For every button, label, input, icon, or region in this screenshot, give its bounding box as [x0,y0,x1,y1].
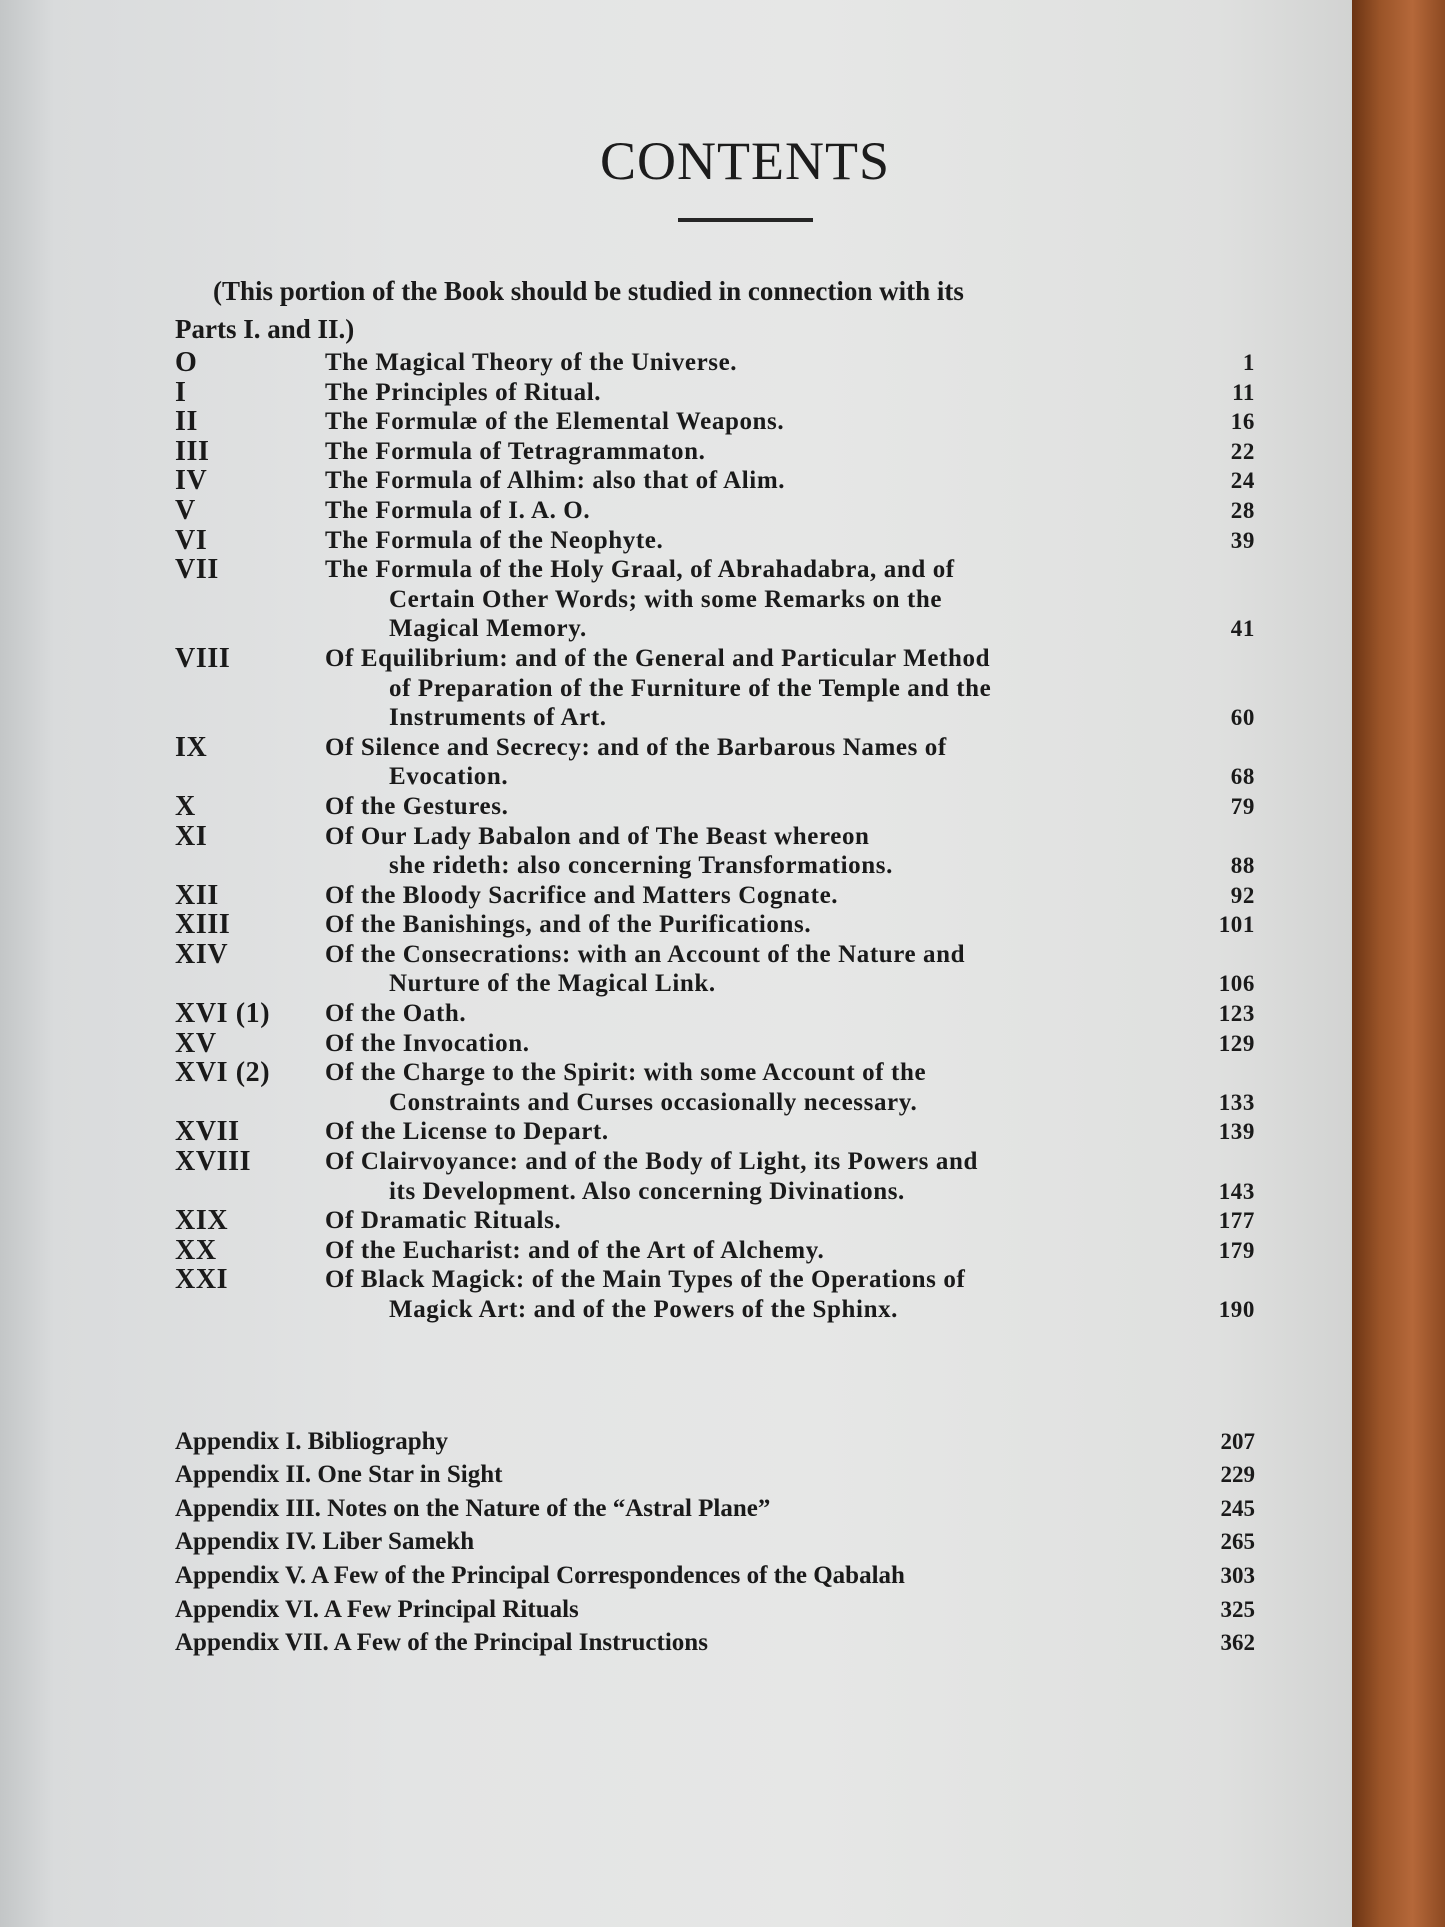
chapter-title-line: The Magical Theory of the Universe. [325,349,738,376]
chapter-number: XXI [175,1264,229,1296]
chapter-number: V [175,494,196,526]
chapter-title-line: Of the Bloody Sacrifice and Matters Cognate. [325,881,839,909]
chapter-title [325,733,1105,792]
chapter-title [325,1147,1105,1206]
chapter-title [325,881,1105,911]
title-rule [678,218,813,222]
table-surface [1352,0,1445,1927]
chapter-title-line: Of Clairvoyance: and of the Body of Light, its Powers and [325,1148,978,1176]
chapter-page-number: 133 [1218,1089,1255,1115]
chapter-page-number: 129 [1218,1030,1255,1056]
chapter-row [175,526,1255,556]
chapter-row [175,555,1255,644]
chapter-row [175,1265,1255,1324]
chapter-page-number: 139 [1218,1119,1255,1145]
chapter-title-line: The Formula of the Holy Graal, of Abrahadabra, and of [325,556,955,584]
chapter-row [175,881,1255,911]
chapter-row [175,378,1255,408]
chapter-page-number: 179 [1218,1237,1255,1263]
appendix-title: Appendix I. Bibliography [175,1427,449,1455]
appendix-title: Appendix VI. A Few Principal Rituals [175,1595,579,1623]
appendix-row [175,1626,1255,1660]
chapter-title-line: Of the Banishings, and of the Purifications. [325,911,812,939]
chapter-row [175,644,1255,733]
chapter-number: XI [175,820,208,852]
chapter-row [175,822,1255,881]
chapter-title [325,437,1105,467]
chapter-title-line: its Development. Also concerning Divinations. [389,1177,905,1205]
appendix-title: Appendix IV. Liber Samekh [175,1528,475,1556]
chapter-row [175,348,1255,378]
chapter-title-line: Of the License to Depart. [325,1118,609,1146]
chapter-number: IX [175,731,208,763]
chapter-title [325,348,1105,378]
chapter-number: XVIII [175,1146,252,1178]
chapter-list [175,348,1255,1325]
chapter-title [325,1206,1105,1236]
chapter-title-line: The Formula of Tetragrammaton. [325,437,706,465]
chapter-number: IV [175,465,208,497]
chapter-number: XVI (2) [175,1057,271,1089]
appendix-list [175,1425,1255,1660]
chapter-title-line: Certain Other Words; with some Remarks on the [389,585,943,613]
appendix-title: Appendix II. One Star in Sight [175,1461,503,1489]
chapter-number: VIII [175,642,231,674]
chapter-row [175,466,1255,496]
chapter-title [325,792,1105,822]
chapter-page-number: 1 [1242,350,1255,375]
chapter-page-number: 79 [1230,793,1255,819]
chapter-page-number: 123 [1218,1001,1255,1027]
chapter-title-line: Of the Eucharist: and of the Art of Alchemy. [325,1236,825,1264]
intro-line-1: (This portion of the Book should be studied in connection with its [213,276,964,306]
chapter-row [175,1147,1255,1206]
chapter-title-line: Of Equilibrium: and of the General and Particular Method [325,644,991,672]
chapter-row [175,1236,1255,1266]
chapter-title-line: The Formula of I. A. O. [325,496,591,524]
chapter-title [325,1265,1105,1324]
chapter-row [175,1029,1255,1059]
chapter-number: X [175,790,196,822]
intro-note [175,272,1095,348]
chapter-number: I [175,376,187,408]
chapter-number: XVI (1) [175,998,271,1030]
appendix-title: Appendix V. A Few of the Principal Correspondences of the Qabalah [175,1561,905,1589]
chapter-title [325,644,1105,733]
chapter-number: XVII [175,1116,240,1148]
chapter-title-line: Magick Art: and of the Powers of the Sphinx. [389,1296,899,1323]
chapter-page-number: 190 [1218,1297,1255,1322]
appendix-row [175,1559,1255,1593]
chapter-number: VI [175,524,208,556]
chapter-title-line: The Formulæ of the Elemental Weapons. [325,408,785,436]
chapter-title [325,407,1105,437]
appendix-title: Appendix III. Notes on the Nature of the “Astral Plane” [175,1494,771,1522]
appendix-title: Appendix VII. A Few of the Principal Instructions [175,1629,708,1657]
chapter-title-line: Of the Consecrations: with an Account of the Nature and [325,940,966,968]
chapter-title-line: Of Our Lady Babalon and of The Beast whereon [325,822,870,850]
chapter-row [175,1117,1255,1147]
chapter-page-number: 16 [1230,409,1255,435]
appendix-row [175,1525,1255,1559]
chapter-title [325,910,1105,940]
appendix-page-number: 325 [1220,1596,1255,1622]
chapter-title-line: Of the Invocation. [325,1029,530,1057]
chapter-title [325,496,1105,526]
chapter-title [325,1029,1105,1059]
chapter-title-line: The Principles of Ritual. [325,378,602,406]
intro-line-2: Parts I. and II.) [175,314,355,344]
appendix-page-number: 362 [1220,1630,1255,1656]
chapter-number: II [175,406,198,438]
chapter-title-line: Of the Charge to the Spirit: with some Account of the [325,1059,927,1087]
appendix-page-number: 207 [1220,1428,1255,1454]
chapter-page-number: 88 [1230,853,1255,879]
chapter-number: XII [175,879,219,911]
appendix-row [175,1458,1255,1492]
appendix-page-number: 229 [1220,1462,1255,1488]
chapter-page-number: 101 [1218,912,1255,938]
chapter-row [175,437,1255,467]
chapter-title-line: Instruments of Art. [389,704,607,732]
chapter-title [325,526,1105,556]
chapter-title-line: Of the Oath. [325,1000,467,1028]
chapter-title-line: Of Dramatic Rituals. [325,1207,562,1235]
chapter-number: XIX [175,1205,229,1237]
chapter-number: VII [175,554,219,586]
chapter-page-number: 177 [1218,1208,1255,1234]
chapter-title-line: The Formula of Alhim: also that of Alim. [325,467,786,495]
chapter-page-number: 28 [1230,497,1255,523]
chapter-page-number: 41 [1230,616,1255,642]
chapter-title-line: Of the Gestures. [325,792,509,820]
chapter-title-line: The Formula of the Neophyte. [325,526,664,554]
chapter-row [175,733,1255,792]
chapter-title [325,1117,1105,1147]
chapter-title [325,999,1105,1029]
chapter-row [175,999,1255,1029]
page-title: CONTENTS [600,131,890,191]
chapter-row [175,1058,1255,1117]
chapter-number: XIII [175,909,231,941]
chapter-page-number: 24 [1230,468,1255,494]
chapter-title [325,1236,1105,1266]
chapter-title-line: Of Silence and Secrecy: and of the Barbarous Names of [325,733,947,761]
appendix-page-number: 303 [1220,1562,1255,1588]
chapter-number: III [175,435,210,467]
chapter-title-line: of Preparation of the Furniture of the Temple and the [389,674,992,702]
chapter-page-number: 68 [1230,764,1255,790]
appendix-page-number: 245 [1220,1495,1255,1521]
chapter-title [325,1058,1105,1117]
chapter-row [175,940,1255,999]
chapter-number: XV [175,1027,217,1059]
chapter-title [325,555,1105,644]
chapter-number: XIV [175,938,229,970]
chapter-title [325,940,1105,999]
chapter-page-number: 92 [1230,882,1255,908]
chapter-row [175,407,1255,437]
chapter-title [325,378,1105,408]
chapter-row [175,1206,1255,1236]
appendix-row [175,1492,1255,1526]
contents-body [175,130,1255,1660]
chapter-title [325,466,1105,496]
chapter-page-number: 143 [1218,1178,1255,1204]
chapter-page-number: 106 [1218,971,1255,997]
chapter-row [175,910,1255,940]
chapter-page-number: 39 [1230,527,1255,553]
chapter-number: O [175,347,198,378]
chapter-page-number: 22 [1230,438,1255,464]
chapter-title-line: Magical Memory. [389,615,587,643]
appendix-row [175,1593,1255,1627]
chapter-title-line: Of Black Magick: of the Main Types of the Operations of [325,1266,966,1294]
chapter-row [175,792,1255,822]
appendix-page-number: 265 [1220,1529,1255,1555]
chapter-title-line: she rideth: also concerning Transformations. [389,852,893,880]
chapter-number: XX [175,1234,217,1266]
chapter-page-number: 60 [1230,705,1255,731]
chapter-title-line: Constraints and Curses occasionally necessary. [389,1088,918,1116]
chapter-title-line: Nurture of the Magical Link. [389,970,716,998]
appendix-row [175,1425,1255,1459]
chapter-title-line: Evocation. [389,763,509,791]
chapter-title [325,822,1105,881]
chapter-row [175,496,1255,526]
chapter-page-number: 11 [1232,379,1255,405]
